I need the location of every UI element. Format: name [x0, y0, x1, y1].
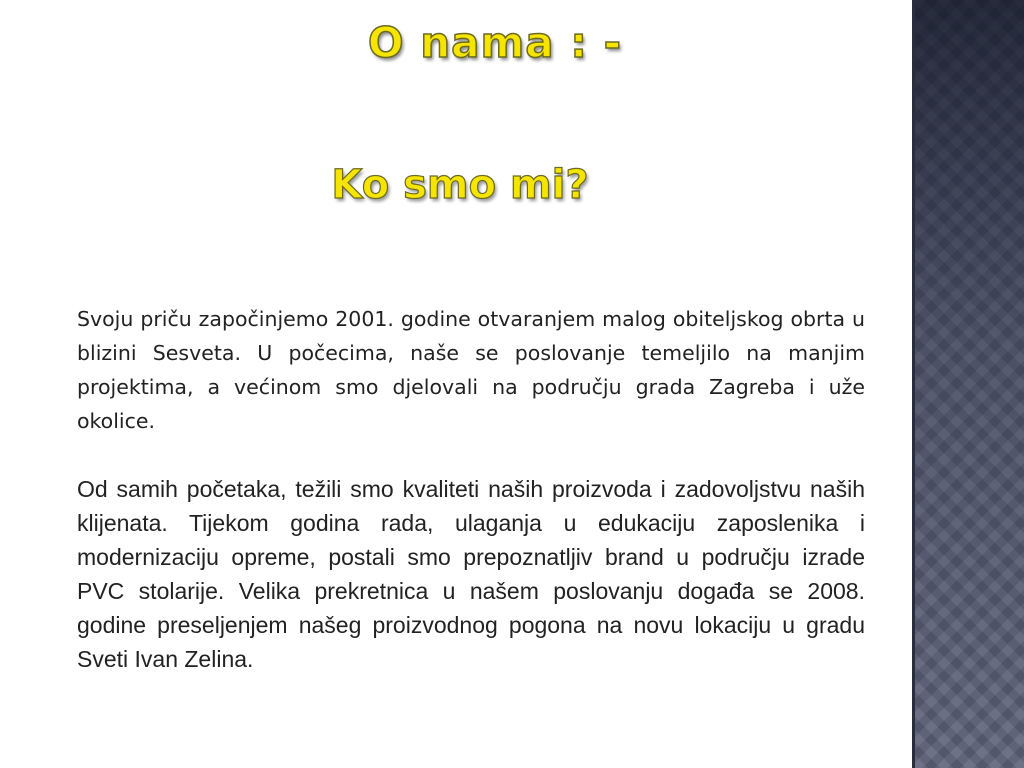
- paragraph-quality: Od samih početaka, težili smo kvaliteti naših proizvoda i zadovoljstvu naših klijenata. Tijekom godina rada, ulaganja u edukaciju zaposlenika i modernizaciju opreme, postali smo prepoznatljiv brand u području izrade PVC stolarije. Velika prekretnica u našem poslovanju događa se 2008. godine preseljenjem našeg proizvodnog pogona na novu lokaciju u gradu Sveti Ivan Zelina.: [77, 476, 865, 672]
- slide-subtitle: Ko smo mi?: [331, 162, 589, 208]
- paragraph-history: Svoju priču započinjemo 2001. godine otvaranjem malog obiteljskog obrta u blizini Sesveta. U počecima, naše se poslovanje temeljilo na manjim projektima, a većinom smo djelovali na području grada Zagreba i uže okolice.: [77, 307, 865, 433]
- decorative-side-panel: [912, 0, 1024, 768]
- slide-title: O nama : -: [367, 18, 623, 67]
